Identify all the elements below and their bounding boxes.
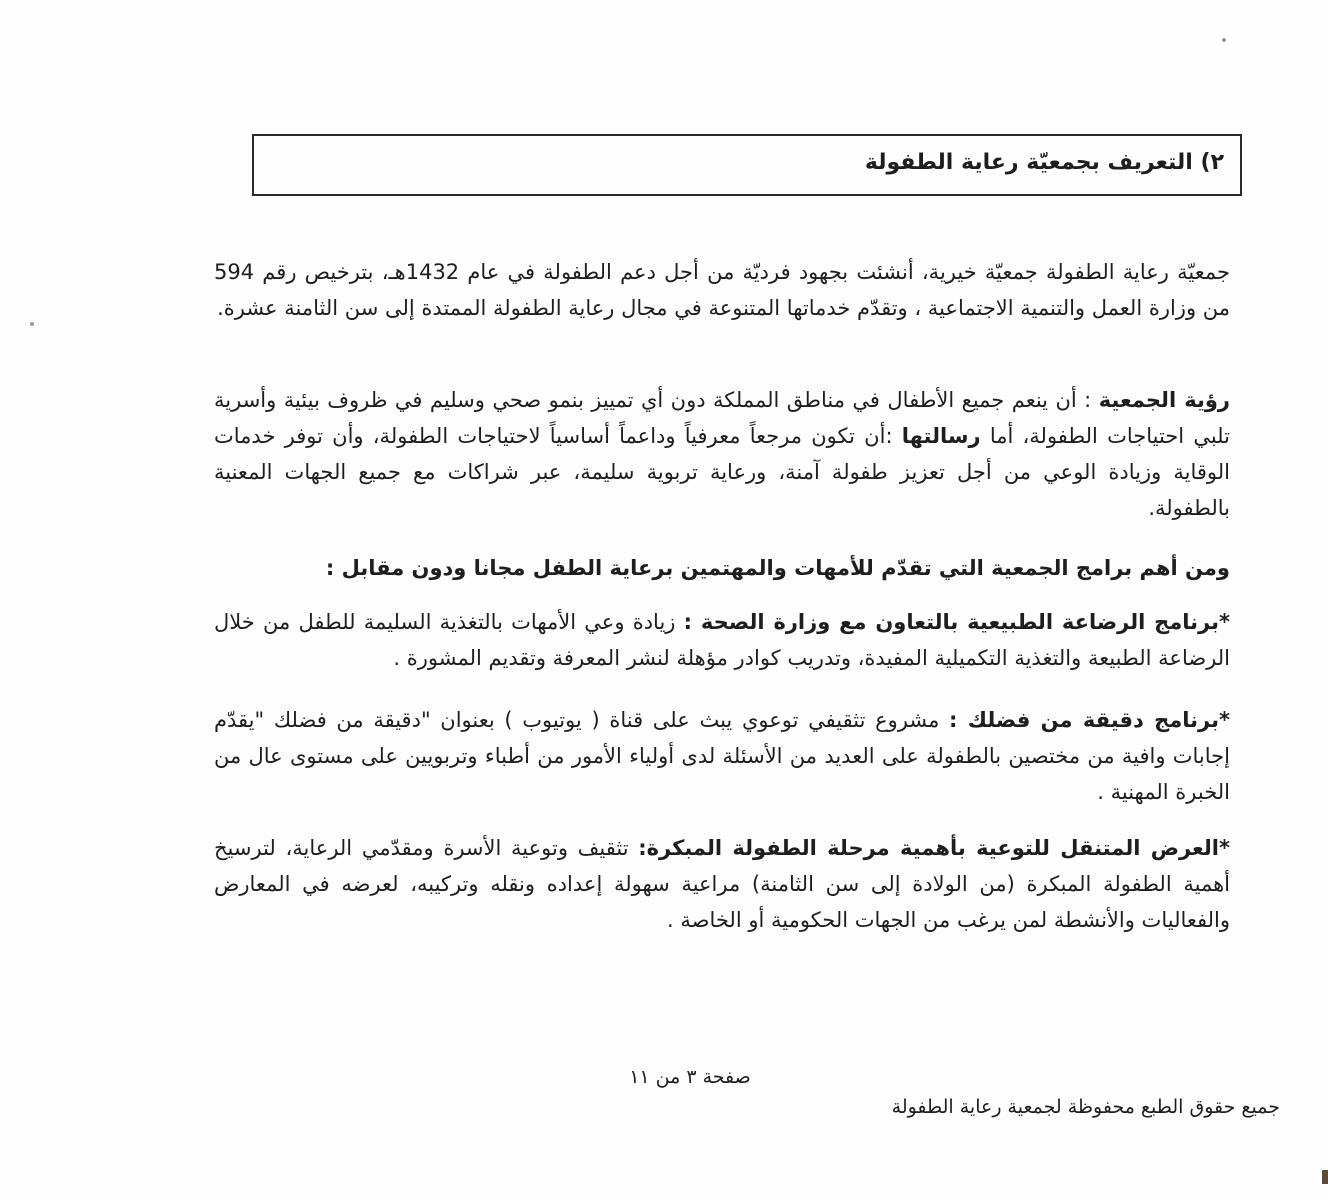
scan-speck [1222, 38, 1226, 42]
intro-paragraph: جمعيّة رعاية الطفولة جمعيّة خيرية، أنشئت بجهود فرديّة من أجل دعم الطفولة في عام 1432هـ، بترخيص رقم 594 من وزارة العمل والتنمية الاجتماعية ، وتقدّم خدماتها المتنوعة في مجال رعاية الطفولة الممتدة إلى سن الثامنة عشرة. [214, 260, 1231, 320]
page-number: صفحة ٣ من ١١ [629, 1066, 751, 1088]
program-title: *العرض المتنقل للتوعية بأهمية مرحلة الطفولة المبكرة: [638, 836, 1230, 860]
section-heading-box [252, 134, 1242, 196]
program-text: زيادة وعي الأمهات بالتغذية السليمة للطفل من خلال الرضاعة الطبيعة والتغذية التكميلية المفيدة، وتدريب كوادر مؤهلة لنشر المعرفة وتقديم المشورة . [214, 610, 1230, 670]
program-item [214, 604, 1230, 676]
copyright-notice: جميع حقوق الطبع محفوظة لجمعية رعاية الطفولة [891, 1096, 1280, 1118]
program-title: *برنامج الرضاعة الطبيعية بالتعاون مع وزارة الصحة : [683, 610, 1230, 634]
program-text: مشروع تثقيفي توعوي يبث على قناة ( يوتيوب ) بعنوان "دقيقة من فضلك "يقدّم إجابات وافية من مختصين بالطفولة على العديد من الأسئلة لدى أولياء الأمور من أطباء وتربويين على مستوى عال من الخبرة المهنية . [214, 708, 1230, 804]
program-text: تثقيف وتوعية الأسرة ومقدّمي الرعاية، لترسيخ أهمية الطفولة المبكرة (من الولادة إلى سن الثامنة) مراعية سهولة إعداده ونقله وتركيبه، لعرضه في المعارض والفعاليات والأنشطة لمن يرغب من الجهات الحكومية أو الخاصة . [214, 836, 1230, 932]
mission-text: :أن تكون مرجعاً معرفياً وداعماً أساسياً لاحتياجات الطفولة، وأن توفر خدمات الوقاية وزيادة الوعي من أجل تعزيز طفولة آمنة، ورعاية تربوية سليمة، عبر شراكات مع جميع الجهات المعنية بالطفولة. [214, 424, 1230, 520]
program-title: *برنامج دقيقة من فضلك : [949, 708, 1230, 732]
scan-edge-mark [1322, 1170, 1328, 1184]
vision-text: : أن ينعم جميع الأطفال في مناطق المملكة دون أي تمييز بنمو صحي وسليم في ظروف بيئية وأسرية تلبي احتياجات الطفولة، أما [214, 388, 1230, 448]
vision-mission-paragraph [214, 382, 1230, 526]
program-item [214, 702, 1230, 810]
program-item [214, 830, 1230, 938]
mission-label: رسالتها [901, 424, 981, 448]
vision-label: رؤية الجمعية [1098, 388, 1230, 412]
programs-intro: ومن أهم برامج الجمعية التي تقدّم للأمهات والمهتمين برعاية الطفل مجانا ودون مقابل : [325, 556, 1230, 580]
scan-speck [30, 322, 34, 326]
section-heading: ٢) التعريف بجمعيّة رعاية الطفولة [864, 150, 1224, 175]
